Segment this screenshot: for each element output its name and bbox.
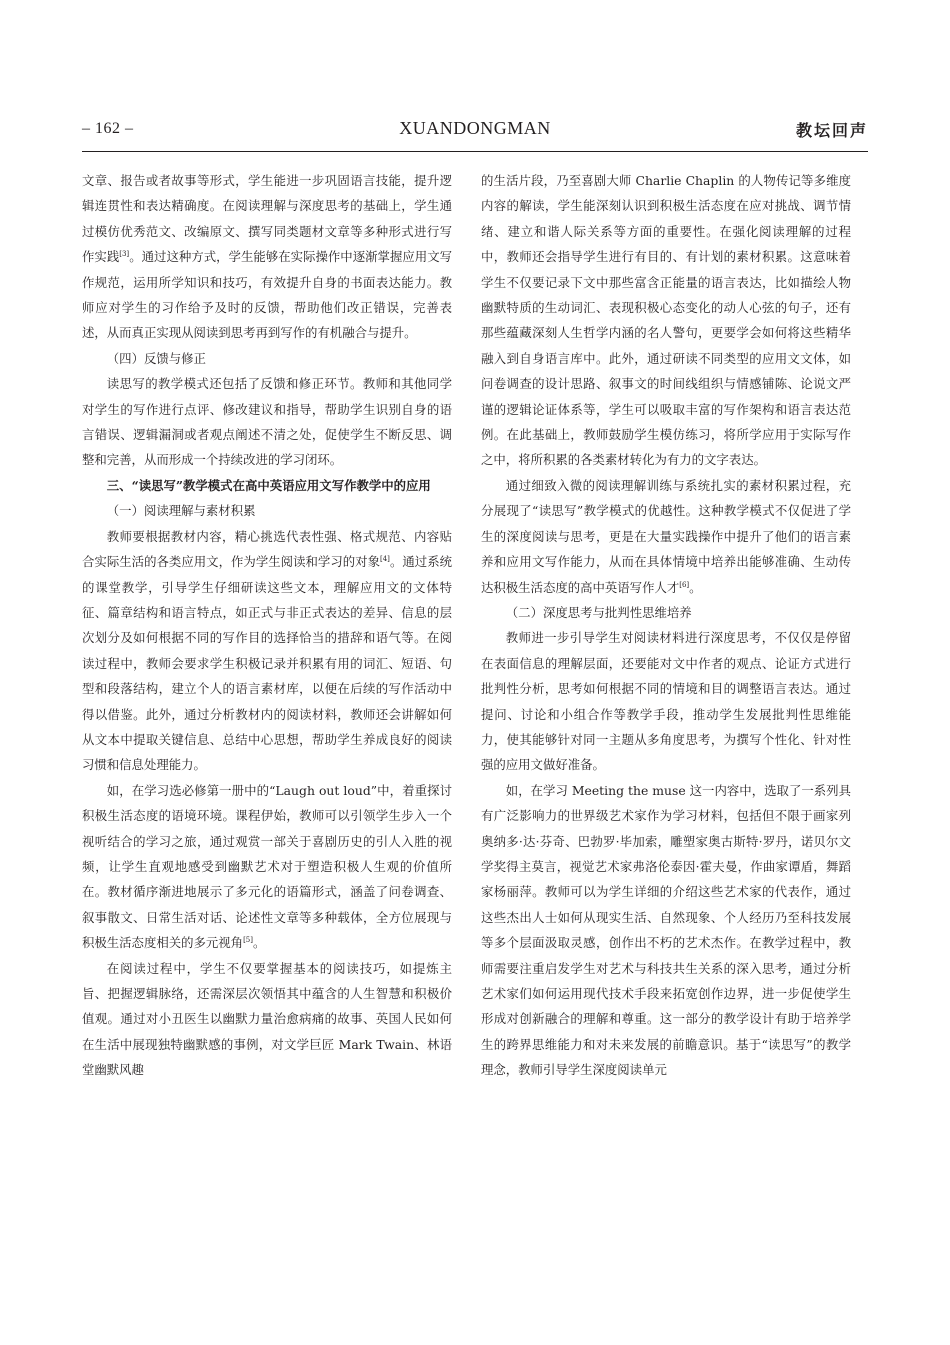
right-column: [481, 168, 851, 1083]
citation-marker: [6]: [679, 580, 690, 589]
paragraph: [481, 168, 851, 473]
paragraph: [82, 778, 452, 956]
paragraph-text: （一）阅读理解与素材积累: [106, 503, 256, 519]
section-heading: [82, 473, 452, 498]
paragraph-text: 读思写的教学模式还包括了反馈和修正环节。教师和其他同学对学生的写作进行点评、修改建议和指导，帮助学生识别自身的语言错误、逻辑漏洞或者观点阐述不清之处，促使学生不断反思、调整和完善，从而形成一个持续改进的学习闭环。: [82, 376, 452, 468]
subsection-heading: [481, 600, 851, 625]
citation-marker: [3]: [119, 250, 130, 259]
paragraph-text: 教师要根据教材内容，精心挑选代表性强、格式规范、内容贴合实际生活的各类应用文，作为学生阅读和学习的对象: [82, 528, 452, 570]
citation-marker: [5]: [243, 936, 253, 945]
paragraph-text: 如，在学习 Meeting the muse 这一内容中，选取了一系列具有广泛影响力的世界级艺术家作为学习材料，包括但不限于画家列奥纳多·达·芬奇、巴勃罗·毕加索，雕塑家奥古斯特·罗丹，诺贝尔文学奖得主莫言，视觉艺术家弗洛伦泰因·霍夫曼，作曲家谭盾，舞蹈家杨丽萍。教师可以为学生详细的介绍这些艺术家的代表作，通过这些杰出人士如何从现实生活、自然现象、个人经历乃至科技发展等多个层面汲取灵感，创作出不朽的艺术杰作。在教学过程中，教师需要注重启发学生对艺术与科技共生关系的深入思考，通过分析艺术家们如何运用现代技术手段来拓宽创作边界，进一步促使学生形成对创新融合的理解和尊重。这一部分的教学设计有助于培养学生的跨界思维能力和对未来发展的前瞻意识。基于“读思写”的教学理念，教师引导学生深度阅读单元: [481, 782, 851, 1078]
citation-marker: [4]: [380, 554, 390, 563]
paragraph-text: 文章、报告或者故事等形式，学生能进一步巩固语言技能，提升逻辑连贯性和表达精确度。在阅读理解与深度思考的基础上，学生通过模仿优秀范文、改编原文、撰写同类题材文章等多种形式进行写作实践: [82, 173, 452, 265]
page-number: – 162 –: [82, 120, 134, 137]
paragraph: [82, 956, 452, 1083]
header-divider: [82, 151, 868, 152]
paragraph-text-continued: 。通过系统的课堂教学，引导学生仔细研读这些文本，理解应用文的文体特征、篇章结构和语言特点，如正式与非正式表达的差异、信息的层次划分及如何根据不同的写作目的选择恰当的措辞和语气等。在阅读过程中，教师会要求学生积极记录并积累有用的词汇、短语、句型和段落结构，建立个人的语言素材库，以便在后续的写作活动中得以借鉴。此外，通过分析教材内的阅读材料，教师还会讲解如何从文本中提取关键信息、总结中心思想，帮助学生养成良好的阅读习惯和信息处理能力。: [82, 554, 453, 773]
paragraph-text: 通过细致入微的阅读理解训练与系统扎实的素材积累过程，充分展现了“读思写”教学模式的优越性。这种教学模式不仅促进了学生的深度阅读与思考，更是在大量实践操作中提升了他们的语言素养和应用文写作能力，从而在具体情境中培养出能够准确、生动传达积极生活态度的高中英语写作人才: [481, 477, 851, 595]
paragraph: [481, 778, 851, 1083]
paragraph-text: 如，在学习选必修第一册中的“Laugh out loud”中，着重探讨积极生活态度的语境环境。课程伊始，教师可以引领学生步入一个视听结合的学习之旅，通过观赏一部关于喜剧历史的引人入胜的视频，让学生直观地感受到幽默艺术对于塑造积极人生观的价值所在。教材循序渐进地展示了多元化的语篇形式，涵盖了问卷调查、叙事散文、日常生活对话、论述性文章等多种载体，全方位展现与积极生活态度相关的多元视角: [82, 782, 452, 951]
journal-title: XUANDONGMAN: [399, 118, 551, 138]
paragraph-text-continued: 。: [253, 935, 266, 951]
paragraph-text-continued: 。: [689, 579, 702, 595]
paragraph: [481, 473, 851, 600]
section-title: 教坛回声: [795, 121, 868, 140]
paragraph-text: （二）深度思考与批判性思维培养: [505, 604, 692, 620]
paragraph: [82, 168, 452, 346]
subsection-heading: [82, 498, 452, 523]
paragraph: [82, 524, 452, 778]
paragraph-text-continued: 。通过这种方式，学生能够在实际操作中逐渐掌握应用文写作规范，运用所学知识和技巧，有效提升自身的书面表达能力。教师应对学生的习作给予及时的反馈，帮助他们改正错误，完善表述，从而真正实现从阅读到思考再到写作的有机融合与提升。: [82, 249, 453, 341]
paragraph-text: 的生活片段，乃至喜剧大师 Charlie Chaplin 的人物传记等多维度内容的解读，学生能深刻认识到积极生活态度在应对挑战、调节情绪、建立和谐人际关系等方面的重要性。在强化阅读理解的过程中，教师还会指导学生进行有目的、有计划的素材积累。这意味着学生不仅要记录下文中那些富含正能量的语言表达，比如描绘人物幽默特质的生动词汇、表现积极心态变化的动人心弦的句子，还有那些蕴藏深刻人生哲学内涵的名人警句，更要学会如何将这些精华融入到自身语言库中。此外，通过研读不同类型的应用文文体，如问卷调查的设计思路、叙事文的时间线组织与情感铺陈、论说文严谨的逻辑论证体系等，学生可以吸取丰富的写作架构和语言表达范例。在此基础上，教师鼓励学生模仿练习，将所学应用于实际写作之中，将所积累的各类素材转化为有力的文字表达。: [481, 173, 851, 468]
paragraph-text: 在阅读过程中，学生不仅要掌握基本的阅读技巧，如提炼主旨、把握逻辑脉络，还需深层次领悟其中蕴含的人生智慧和积极价值观。通过对小丑医生以幽默力量治愈病痛的故事、英国人民如何在生活中展现独特幽默感的事例，对文学巨匠 Mark Twain、林语堂幽默风趣: [82, 960, 452, 1078]
subsection-heading: [82, 346, 452, 371]
paragraph-text: （四）反馈与修正: [106, 350, 206, 366]
paragraph: [481, 625, 851, 777]
paragraph-text: 教师进一步引导学生对阅读材料进行深度思考，不仅仅是停留在表面信息的理解层面，还要能对文中作者的观点、论证方式进行批判性分析，思考如何根据不同的情境和目的调整语言表达。通过提问、讨论和小组合作等教学手段，推动学生发展批判性思维能力，使其能够针对同一主题从多角度思考，为撰写个性化、针对性强的应用文做好准备。: [481, 630, 851, 773]
paragraph: [82, 371, 452, 473]
page-header: [82, 118, 868, 146]
paragraph-text: 三、“读思写”教学模式在高中英语应用文写作教学中的应用: [106, 477, 431, 493]
left-column: [82, 168, 452, 1083]
